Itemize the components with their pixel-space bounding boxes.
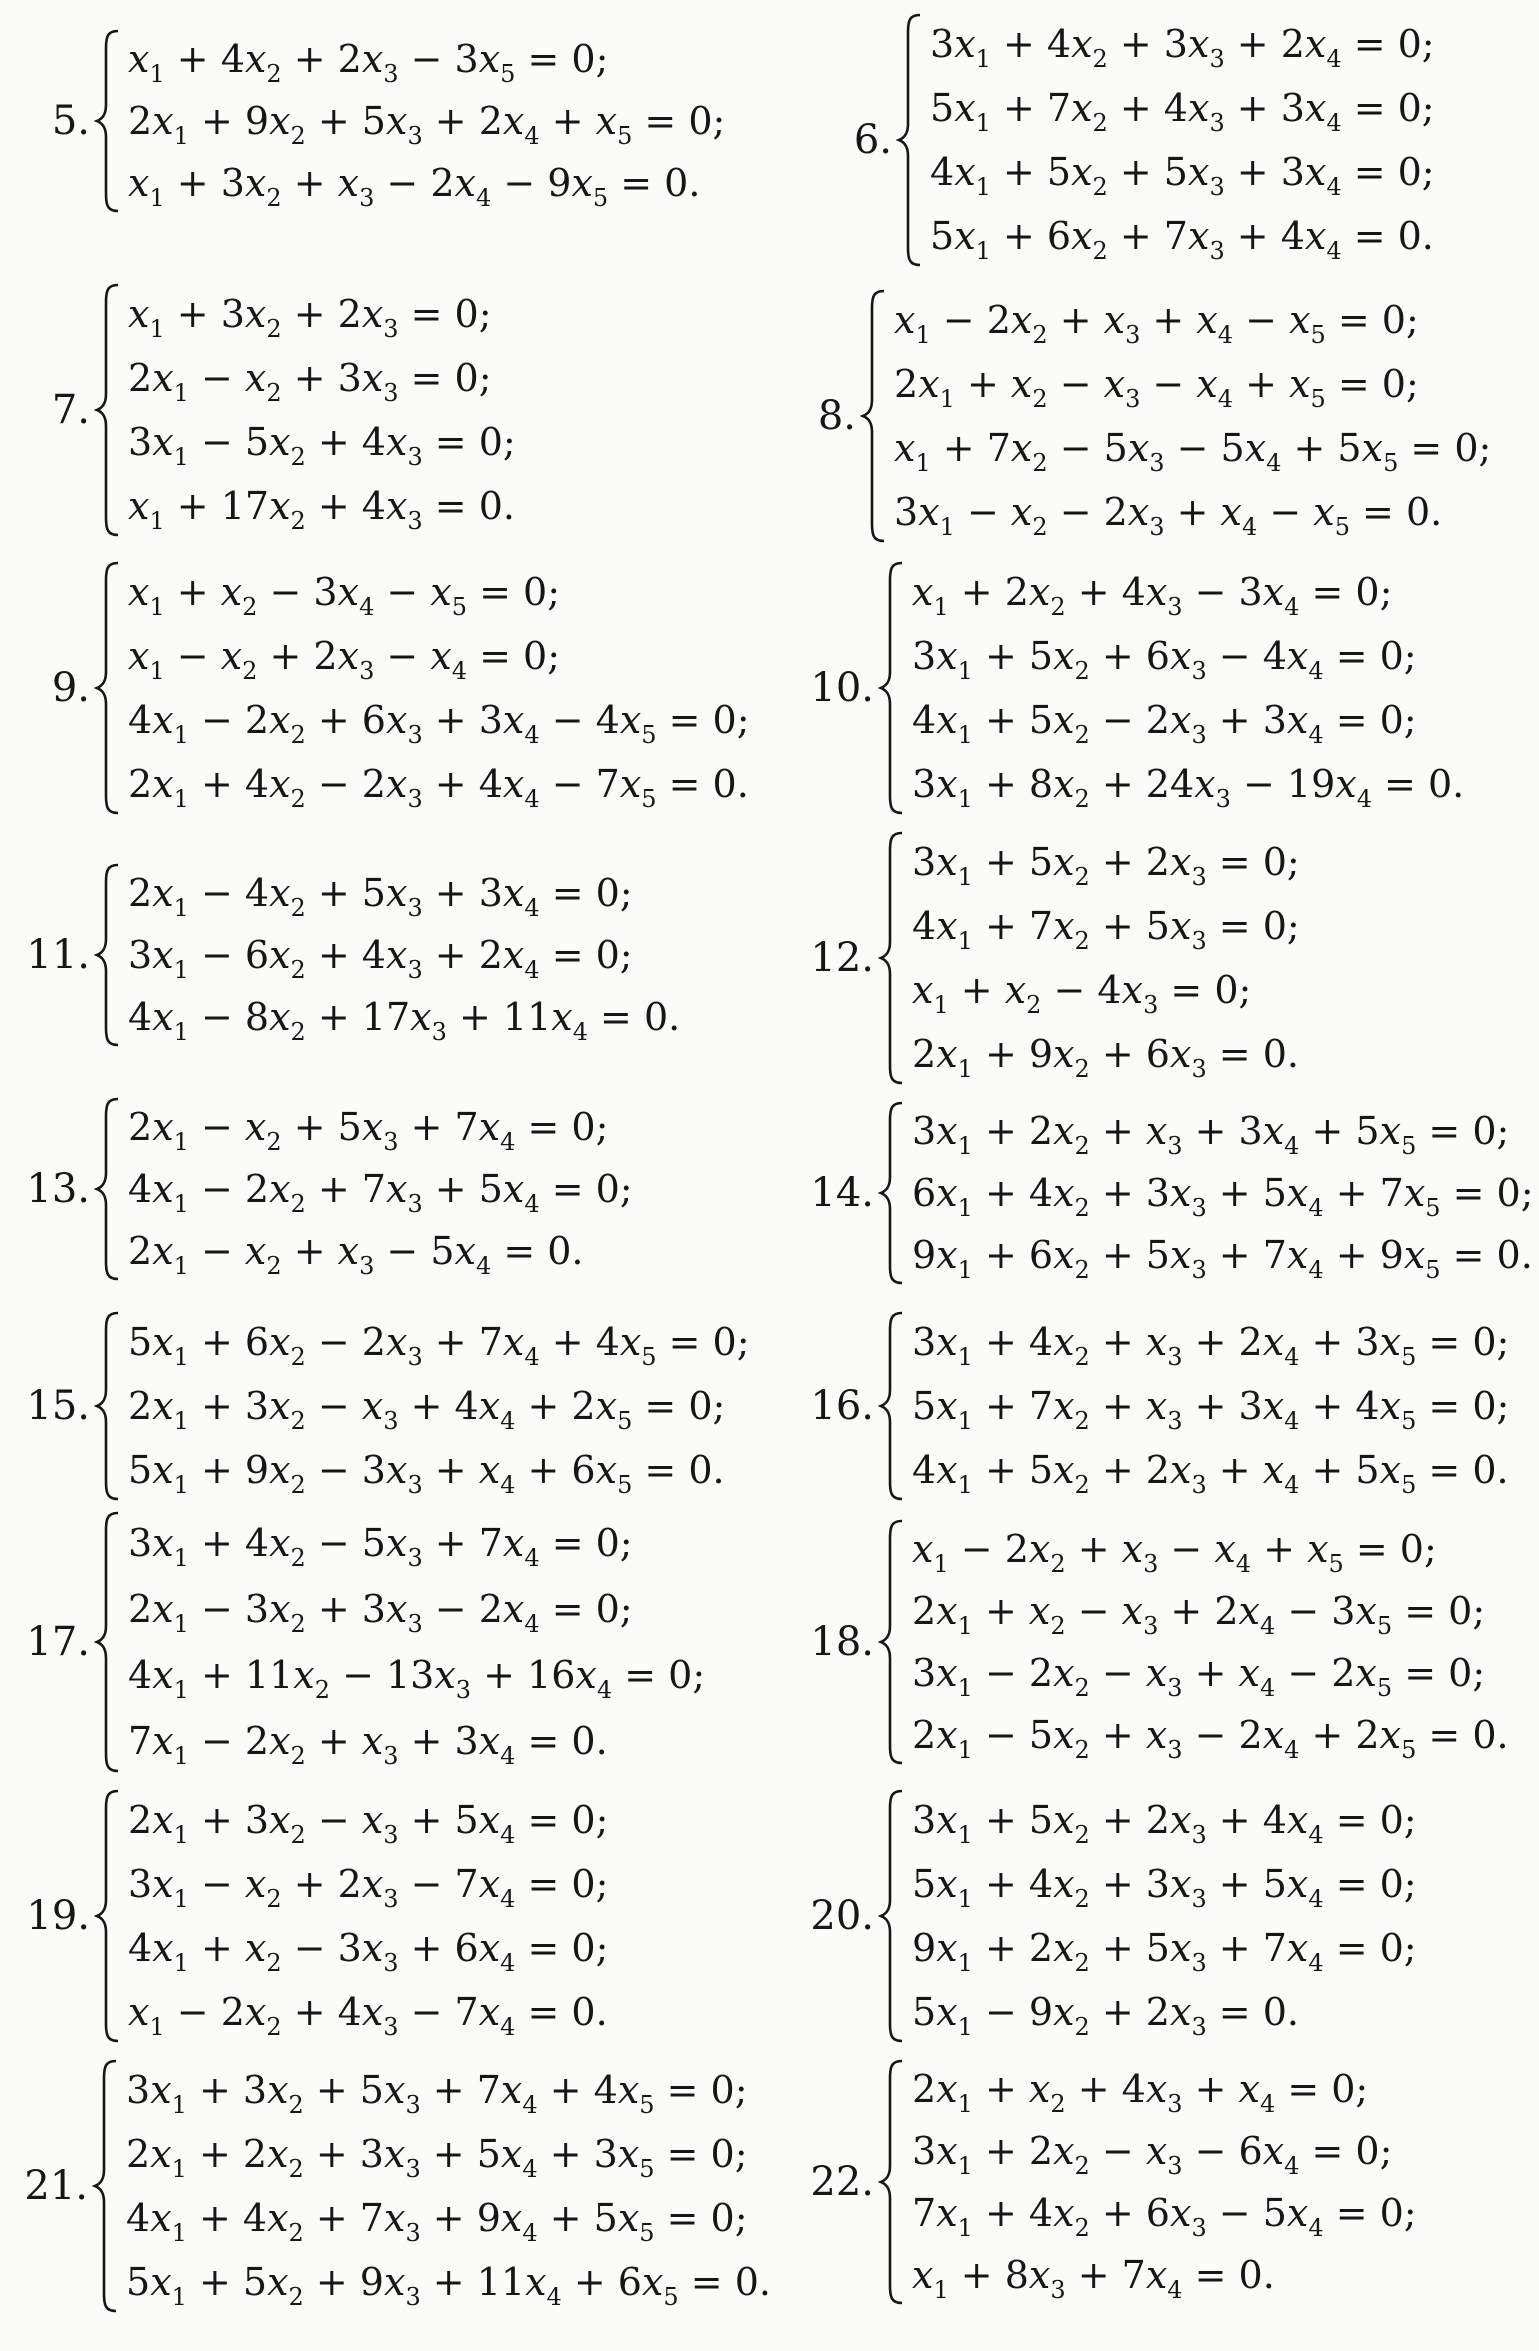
equation: $x_1 + 7x_2 - 5x_3 - 5x_4 + 5x_5 = 0$; — [894, 426, 1492, 477]
equation: $5x_1 + 6x_2 + 7x_3 + 4x_4 = 0$. — [930, 214, 1434, 265]
left-brace-icon — [878, 1788, 904, 2044]
equation-list — [128, 282, 516, 538]
system-19 — [12, 1788, 608, 2044]
equation: $4x_1 - 2x_2 + 6x_3 + 3x_4 - 4x_5 = 0$; — [128, 698, 750, 749]
equation: $9x_1 + 6x_2 + 5x_3 + 7x_4 + 9x_5 = 0$. — [912, 1233, 1533, 1284]
equation: $4x_1 + 4x_2 + 7x_3 + 9x_4 + 5x_5 = 0$; — [126, 2196, 748, 2247]
equation-list — [128, 862, 680, 1048]
system-21 — [10, 2058, 771, 2314]
equation: $9x_1 + 2x_2 + 5x_3 + 7x_4 = 0$; — [912, 1926, 1417, 1977]
system-17 — [12, 1510, 705, 1774]
left-brace-icon — [94, 1510, 120, 1774]
left-brace-icon — [878, 560, 904, 816]
system-13 — [12, 1096, 633, 1282]
system-number: 7. — [51, 387, 90, 433]
equation: $4x_1 + 5x_2 - 2x_3 + 3x_4 = 0$; — [912, 698, 1417, 749]
equation: $x_1 + x_2 - 4x_3 = 0$; — [912, 968, 1252, 1019]
left-brace-icon — [878, 1518, 904, 1766]
equation: $2x_1 + 4x_2 - 2x_3 + 4x_4 - 7x_5 = 0$. — [128, 762, 749, 813]
equation-list — [912, 560, 1464, 816]
left-brace-icon — [94, 28, 120, 214]
equation: $3x_1 + 5x_2 + 2x_3 + 4x_4 = 0$; — [912, 1798, 1417, 1849]
system-5 — [30, 28, 725, 214]
left-brace-icon — [878, 2058, 904, 2306]
equation: $x_1 + 3x_2 + x_3 - 2x_4 - 9x_5 = 0$. — [128, 161, 701, 212]
equation: $5x_1 + 7x_2 + 4x_3 + 3x_4 = 0$; — [930, 86, 1435, 137]
equation-list — [128, 1788, 608, 2044]
system-number: 15. — [26, 1383, 90, 1429]
system-8 — [800, 288, 1491, 544]
equation: $x_1 + 8x_3 + 7x_4 = 0$. — [912, 2253, 1275, 2304]
equation: $2x_1 - x_2 + 5x_3 + 7x_4 = 0$; — [128, 1105, 609, 1156]
equation-list — [930, 12, 1435, 268]
equation-list — [128, 1510, 705, 1774]
system-number: 14. — [810, 1170, 874, 1216]
equation-list — [912, 2058, 1417, 2306]
equation: $3x_1 + 8x_2 + 24x_3 - 19x_4 = 0$. — [912, 762, 1465, 813]
equation: $5x_1 + 6x_2 - 2x_3 + 7x_4 + 4x_5 = 0$; — [128, 1320, 750, 1371]
equation: $2x_1 + 3x_2 - x_3 + 5x_4 = 0$; — [128, 1798, 609, 1849]
equation-list — [128, 28, 725, 214]
equation-list — [912, 1310, 1509, 1502]
equation: $6x_1 + 4x_2 + 3x_3 + 5x_4 + 7x_5 = 0$; — [912, 1171, 1534, 1222]
system-11 — [12, 862, 680, 1048]
system-number: 20. — [810, 1893, 874, 1939]
left-brace-icon — [878, 830, 904, 1086]
equation: $4x_1 + 11x_2 - 13x_3 + 16x_4 = 0$; — [128, 1653, 706, 1704]
equation: $2x_1 - 5x_2 + x_3 - 2x_4 + 2x_5 = 0$. — [912, 1713, 1509, 1764]
equation: $7x_1 - 2x_2 + x_3 + 3x_4 = 0$. — [128, 1719, 608, 1770]
equation: $x_1 - 2x_2 + 4x_3 - 7x_4 = 0$. — [128, 1990, 608, 2041]
system-number: 17. — [26, 1619, 90, 1665]
left-brace-icon — [94, 560, 120, 816]
equation: $x_1 + x_2 - 3x_4 - x_5 = 0$; — [128, 570, 561, 621]
equation: $2x_1 - 3x_2 + 3x_3 - 2x_4 = 0$; — [128, 1587, 633, 1638]
equation: $2x_1 + 9x_2 + 6x_3 = 0$. — [912, 1032, 1299, 1083]
equation: $x_1 + 17x_2 + 4x_3 = 0$. — [128, 484, 515, 535]
system-15 — [12, 1310, 750, 1502]
left-brace-icon — [94, 1788, 120, 2044]
equation: $2x_1 + x_2 - x_3 - x_4 + x_5 = 0$; — [894, 362, 1419, 413]
system-14 — [800, 1100, 1534, 1286]
equation: $3x_1 + 4x_2 + 3x_3 + 2x_4 = 0$; — [930, 22, 1435, 73]
equation: $4x_1 + 5x_2 + 5x_3 + 3x_4 = 0$; — [930, 150, 1435, 201]
equation-list — [912, 1788, 1417, 2044]
system-number: 13. — [26, 1166, 90, 1212]
left-brace-icon — [878, 1100, 904, 1286]
equation-list — [912, 1518, 1509, 1766]
equation: $3x_1 + 2x_2 + x_3 + 3x_4 + 5x_5 = 0$; — [912, 1109, 1510, 1160]
equation-list — [894, 288, 1491, 544]
equation: $3x_1 + 5x_2 + 2x_3 = 0$; — [912, 840, 1300, 891]
equation: $4x_1 + 5x_2 + 2x_3 + x_4 + 5x_5 = 0$. — [912, 1448, 1509, 1499]
equation: $2x_1 + 2x_2 + 3x_3 + 5x_4 + 3x_5 = 0$; — [126, 2132, 748, 2183]
equation: $2x_1 - x_2 + 3x_3 = 0$; — [128, 356, 492, 407]
equation: $2x_1 + 9x_2 + 5x_3 + 2x_4 + x_5 = 0$; — [128, 99, 726, 150]
equation-list — [128, 1096, 633, 1282]
equation: $4x_1 + x_2 - 3x_3 + 6x_4 = 0$; — [128, 1926, 609, 1977]
left-brace-icon — [94, 1310, 120, 1502]
left-brace-icon — [896, 12, 922, 268]
left-brace-icon — [92, 2058, 118, 2314]
system-16 — [800, 1310, 1509, 1502]
equation: $4x_1 + 7x_2 + 5x_3 = 0$; — [912, 904, 1300, 955]
equation: $7x_1 + 4x_2 + 6x_3 - 5x_4 = 0$; — [912, 2191, 1417, 2242]
equation: $3x_1 + 4x_2 - 5x_3 + 7x_4 = 0$; — [128, 1521, 633, 1572]
system-22 — [800, 2058, 1417, 2306]
equation: $5x_1 + 9x_2 - 3x_3 + x_4 + 6x_5 = 0$. — [128, 1448, 725, 1499]
equation: $3x_1 + 5x_2 + 6x_3 - 4x_4 = 0$; — [912, 634, 1417, 685]
system-10 — [800, 560, 1464, 816]
equation: $x_1 + 2x_2 + 4x_3 - 3x_4 = 0$; — [912, 570, 1393, 621]
left-brace-icon — [94, 1096, 120, 1282]
equation: $2x_1 + x_2 - x_3 + 2x_4 - 3x_5 = 0$; — [912, 1589, 1486, 1640]
equation-list — [126, 2058, 771, 2314]
equation-list — [128, 560, 750, 816]
system-number: 22. — [810, 2159, 874, 2205]
system-7 — [30, 282, 516, 538]
system-9 — [30, 560, 750, 816]
system-20 — [800, 1788, 1417, 2044]
system-number: 6. — [853, 117, 892, 163]
equation: $3x_1 + 4x_2 + x_3 + 2x_4 + 3x_5 = 0$; — [912, 1320, 1510, 1371]
system-number: 8. — [817, 393, 856, 439]
equation: $3x_1 + 3x_2 + 5x_3 + 7x_4 + 4x_5 = 0$; — [126, 2068, 748, 2119]
system-number: 18. — [810, 1619, 874, 1665]
equation: $3x_1 - x_2 + 2x_3 - 7x_4 = 0$; — [128, 1862, 609, 1913]
equation: $5x_1 + 4x_2 + 3x_3 + 5x_4 = 0$; — [912, 1862, 1417, 1913]
system-number: 16. — [810, 1383, 874, 1429]
left-brace-icon — [878, 1310, 904, 1502]
equation: $3x_1 - 2x_2 - x_3 + x_4 - 2x_5 = 0$; — [912, 1651, 1486, 1702]
equation: $x_1 - 2x_2 + x_3 - x_4 + x_5 = 0$; — [912, 1527, 1437, 1578]
equation: $5x_1 + 5x_2 + 9x_3 + 11x_4 + 6x_5 = 0$. — [126, 2260, 771, 2311]
system-number: 11. — [26, 932, 90, 978]
equation: $2x_1 + 3x_2 - x_3 + 4x_4 + 2x_5 = 0$; — [128, 1384, 726, 1435]
equation: $x_1 + 3x_2 + 2x_3 = 0$; — [128, 292, 492, 343]
system-12 — [800, 830, 1300, 1086]
equation: $5x_1 - 9x_2 + 2x_3 = 0$. — [912, 1990, 1299, 2041]
system-number: 10. — [810, 665, 874, 711]
equation: $2x_1 - x_2 + x_3 - 5x_4 = 0$. — [128, 1229, 584, 1280]
left-brace-icon — [94, 862, 120, 1048]
equation: $x_1 - 2x_2 + x_3 + x_4 - x_5 = 0$; — [894, 298, 1419, 349]
system-number: 9. — [51, 665, 90, 711]
equation: $2x_1 - 4x_2 + 5x_3 + 3x_4 = 0$; — [128, 871, 633, 922]
left-brace-icon — [94, 282, 120, 538]
equation: $3x_1 + 2x_2 - x_3 - 6x_4 = 0$; — [912, 2129, 1393, 2180]
equation-list — [128, 1310, 750, 1502]
system-18 — [800, 1518, 1509, 1766]
equation: $4x_1 - 2x_2 + 7x_3 + 5x_4 = 0$; — [128, 1167, 633, 1218]
equation: $3x_1 - 5x_2 + 4x_3 = 0$; — [128, 420, 516, 471]
system-number: 21. — [24, 2163, 88, 2209]
system-6 — [836, 12, 1435, 268]
left-brace-icon — [860, 288, 886, 544]
equation: $3x_1 - x_2 - 2x_3 + x_4 - x_5 = 0$. — [894, 490, 1443, 541]
equation: $3x_1 - 6x_2 + 4x_3 + 2x_4 = 0$; — [128, 933, 633, 984]
equation-list — [912, 1100, 1534, 1286]
equation: $5x_1 + 7x_2 + x_3 + 3x_4 + 4x_5 = 0$; — [912, 1384, 1510, 1435]
system-number: 5. — [51, 98, 90, 144]
equation-list — [912, 830, 1300, 1086]
equation: $x_1 - x_2 + 2x_3 - x_4 = 0$; — [128, 634, 561, 685]
equation: $x_1 + 4x_2 + 2x_3 - 3x_5 = 0$; — [128, 37, 609, 88]
system-number: 19. — [26, 1893, 90, 1939]
equation: $2x_1 + x_2 + 4x_3 + x_4 = 0$; — [912, 2067, 1369, 2118]
equation: $4x_1 - 8x_2 + 17x_3 + 11x_4 = 0$. — [128, 995, 681, 1046]
system-number: 12. — [810, 935, 874, 981]
